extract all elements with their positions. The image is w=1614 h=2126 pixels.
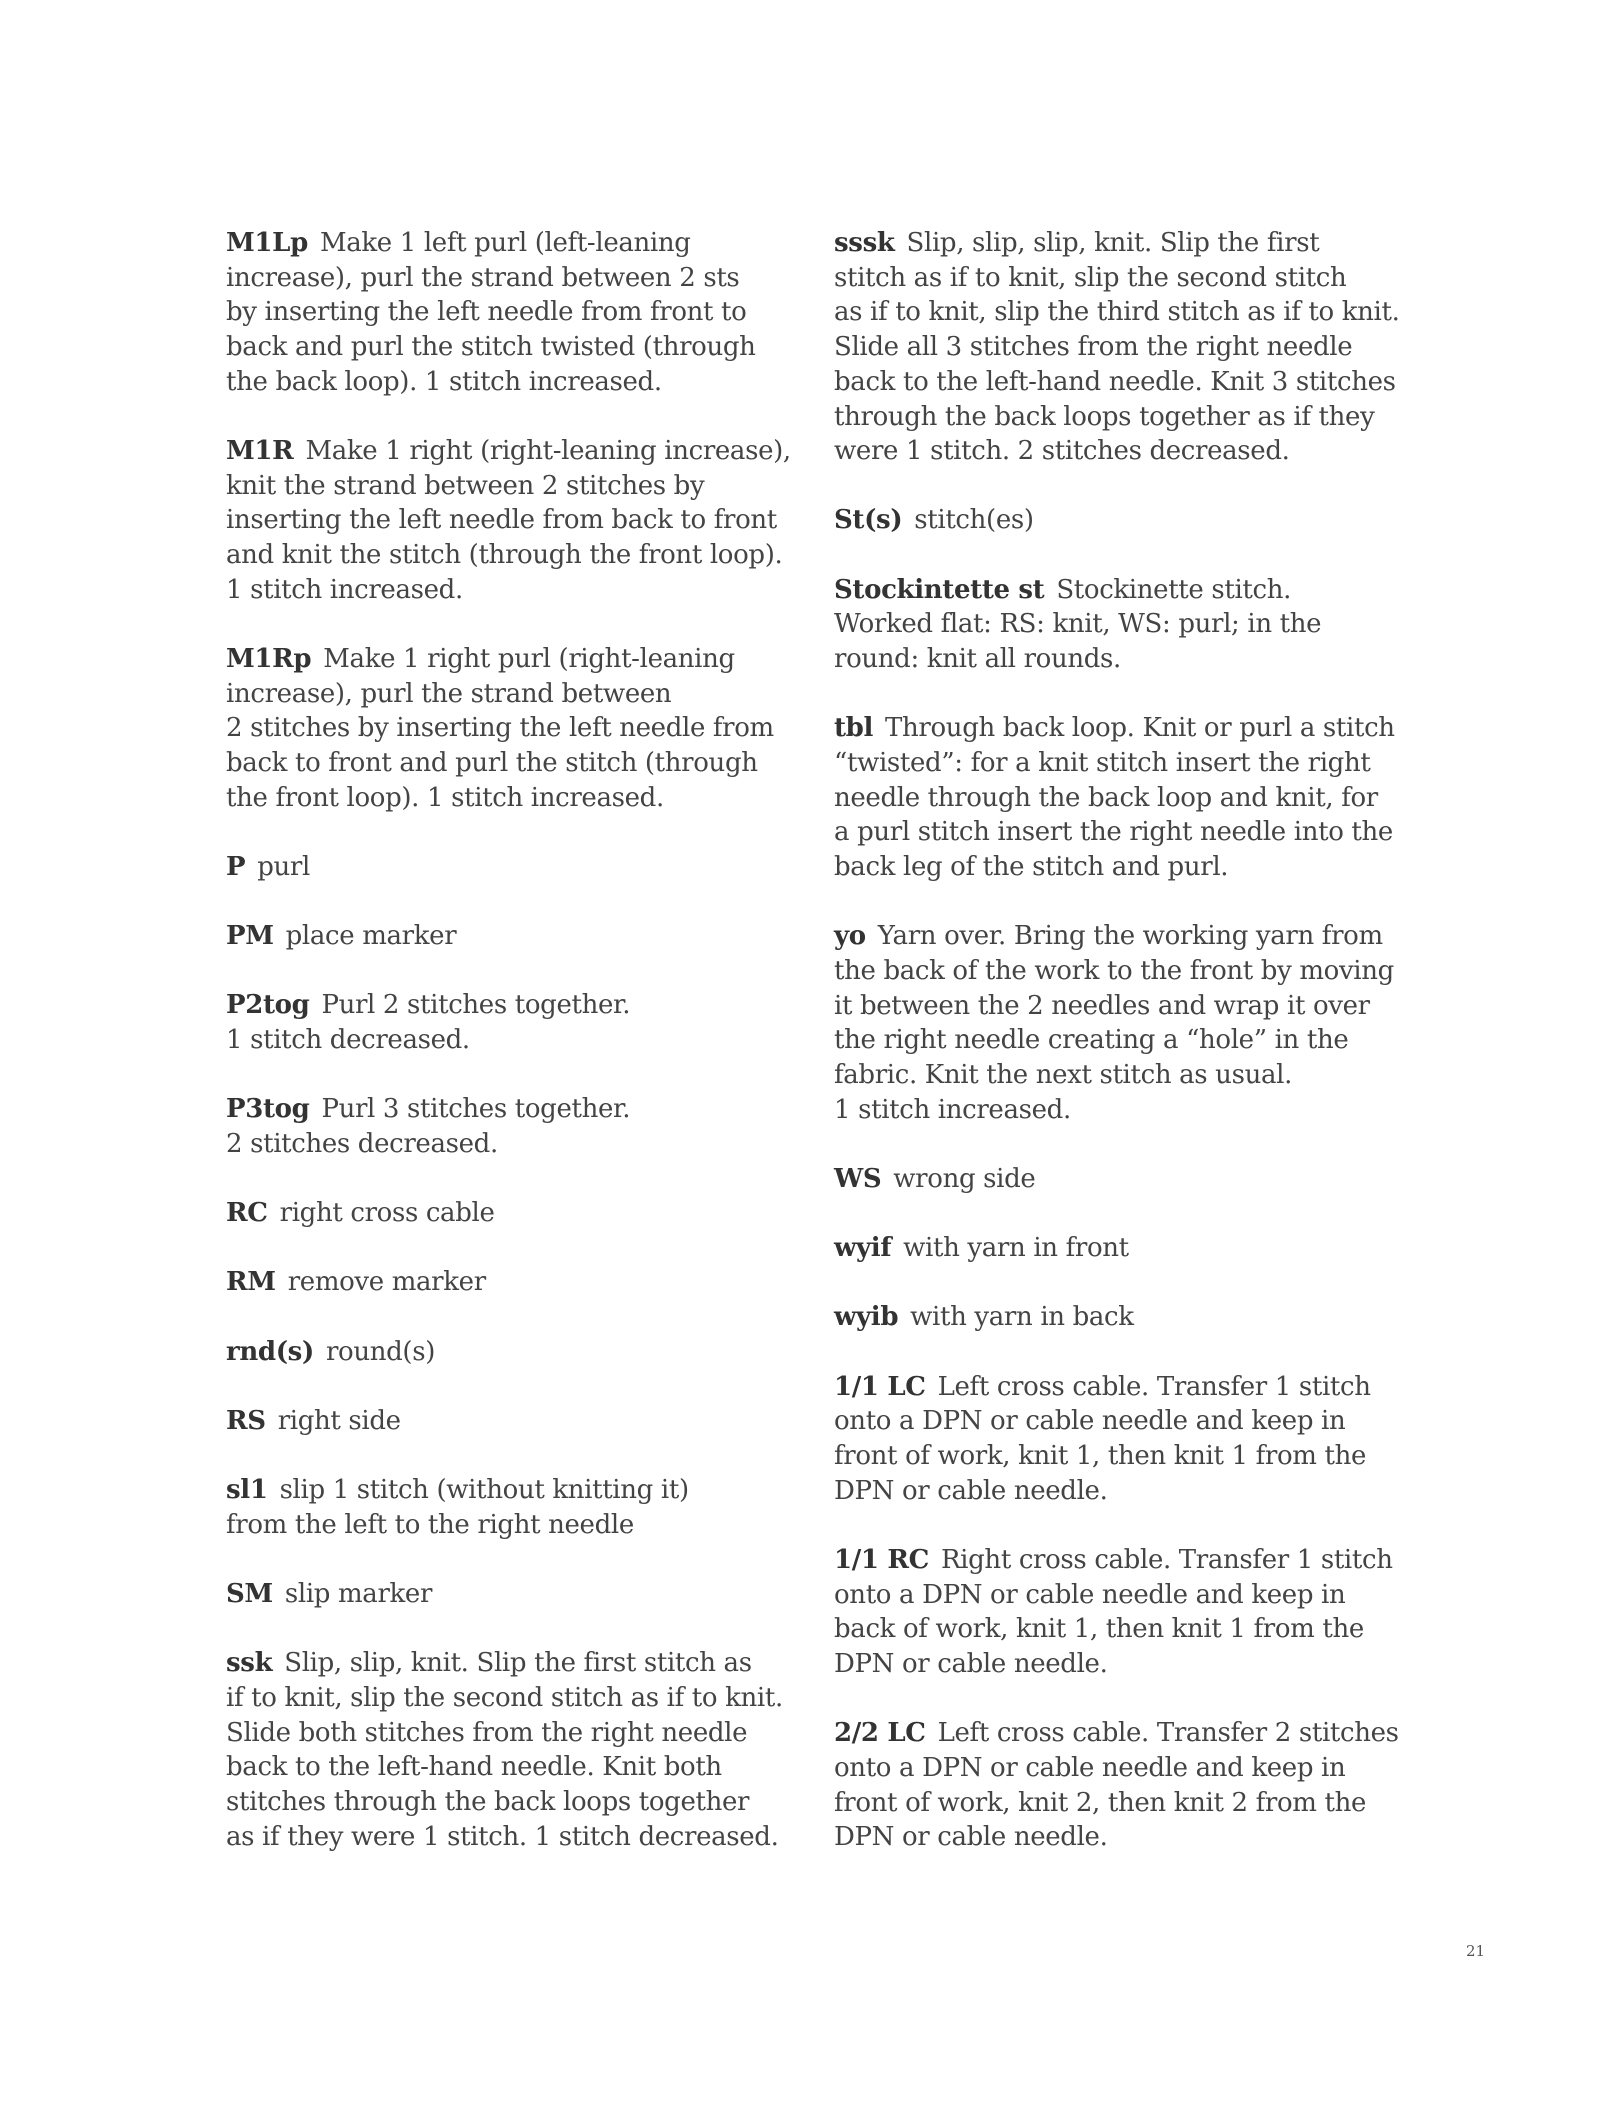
- entry-line: [226, 538, 786, 573]
- entry-line: [226, 573, 786, 608]
- glossary-term: wyif: [834, 1233, 892, 1264]
- entry-line: [834, 1231, 1394, 1266]
- definition-text: 2 stitches decreased.: [226, 1129, 498, 1160]
- entry-line: [226, 1716, 786, 1751]
- glossary-entry: [226, 1335, 786, 1370]
- entry-line: [834, 330, 1394, 365]
- definition-text: slip marker: [284, 1578, 433, 1609]
- glossary-term: St(s): [834, 505, 903, 536]
- glossary-term: 1/1 RC: [834, 1544, 929, 1575]
- glossary-entry: [226, 919, 786, 954]
- definition-text: DPN or cable needle.: [834, 1475, 1108, 1506]
- entry-line: [834, 1023, 1394, 1058]
- glossary-term: WS: [834, 1163, 882, 1194]
- definition-text: front of work, knit 1, then knit 1 from the: [834, 1440, 1367, 1471]
- glossary-entry: [834, 1300, 1394, 1335]
- definition-text: Slide all 3 stitches from the right needle: [834, 332, 1353, 363]
- glossary-term: RM: [226, 1267, 276, 1298]
- definition-text: as if they were 1 stitch. 1 stitch decreased.: [226, 1821, 779, 1852]
- definition-text: with yarn in front: [903, 1233, 1129, 1264]
- entry-line: [226, 226, 786, 261]
- glossary-entry: [834, 226, 1400, 469]
- entry-line: [834, 365, 1394, 400]
- definition-text: as if to knit, slip the third stitch as if to knit.: [834, 297, 1400, 328]
- entry-line: [834, 1578, 1394, 1613]
- entry-line: [226, 503, 786, 538]
- definition-text: Slip, slip, slip, knit. Slip the first: [906, 228, 1320, 258]
- glossary-entry: [226, 988, 786, 1057]
- entry-line: [834, 1300, 1394, 1335]
- definition-text: back to the left-hand needle. Knit 3 stitches: [834, 366, 1396, 397]
- definition-text: Left cross cable. Transfer 2 stitches: [937, 1718, 1399, 1749]
- entry-line: [226, 711, 786, 746]
- entry-line: [834, 573, 1394, 608]
- entry-line: [226, 1681, 786, 1716]
- glossary-entry: [226, 1404, 786, 1439]
- glossary-term: 2/2 LC: [834, 1718, 926, 1749]
- definition-text: Purl 2 stitches together.: [321, 990, 631, 1021]
- glossary-term: RS: [226, 1405, 266, 1436]
- entry-line: [834, 295, 1400, 330]
- definition-text: back and purl the stitch twisted (through: [226, 332, 756, 363]
- definition-text: Yarn over. Bring the working yarn from: [877, 921, 1383, 952]
- glossary-term: ssk: [226, 1648, 273, 1679]
- entry-line: [834, 1751, 1394, 1786]
- definition-text: remove marker: [287, 1267, 486, 1298]
- definition-text: “twisted”: for a knit stitch insert the right: [834, 747, 1371, 778]
- entry-line: [226, 1335, 786, 1370]
- glossary-entry: [226, 642, 786, 816]
- definition-text: if to knit, slip the second stitch as if to knit.: [226, 1682, 783, 1713]
- entry-line: [834, 989, 1394, 1024]
- entry-line: [226, 469, 786, 504]
- entry-line: [226, 295, 786, 330]
- entry-line: [226, 1127, 786, 1162]
- entry-line: [834, 1370, 1394, 1405]
- entry-line: [226, 1092, 786, 1127]
- entry-line: [226, 1508, 786, 1543]
- glossary-term: RC: [226, 1198, 268, 1229]
- entry-line: [226, 1404, 786, 1439]
- definition-text: 1 stitch increased.: [834, 1094, 1071, 1125]
- definition-text: were 1 stitch. 2 stitches decreased.: [834, 436, 1290, 467]
- definition-text: wrong side: [893, 1163, 1036, 1194]
- entry-line: [834, 1439, 1394, 1474]
- glossary-term: tbl: [834, 713, 874, 744]
- definition-text: increase), purl the strand between: [226, 678, 672, 709]
- entry-line: [834, 1474, 1394, 1509]
- definition-text: back to front and purl the stitch (through: [226, 748, 758, 779]
- entry-line: [834, 261, 1394, 296]
- definition-text: back of work, knit 1, then knit 1 from the: [834, 1614, 1364, 1645]
- entry-line: [834, 1716, 1399, 1751]
- definition-text: Make 1 left purl (left-leaning: [319, 228, 691, 258]
- entry-line: [834, 1543, 1394, 1578]
- glossary-entry: [834, 503, 1394, 538]
- definition-text: back leg of the stitch and purl.: [834, 852, 1229, 883]
- entry-line: [226, 330, 786, 365]
- glossary-term: SM: [226, 1578, 273, 1609]
- glossary-entry: [834, 1716, 1399, 1855]
- definition-text: stitch as if to knit, slip the second stitch: [834, 262, 1347, 293]
- entry-line: [834, 815, 1394, 850]
- definition-text: 1 stitch decreased.: [226, 1025, 470, 1056]
- glossary-term: sssk: [834, 228, 895, 258]
- glossary-term: rnd(s): [226, 1336, 314, 1367]
- entry-line: [834, 1058, 1394, 1093]
- definition-text: the back of the work to the front by moving: [834, 955, 1394, 986]
- entry-line: [226, 1646, 786, 1681]
- definition-text: with yarn in back: [910, 1302, 1134, 1333]
- definition-text: Stockinette stitch.: [1056, 574, 1292, 605]
- entry-line: [834, 746, 1394, 781]
- definition-text: Through back loop. Knit or purl a stitch: [885, 713, 1395, 744]
- definition-text: onto a DPN or cable needle and keep in: [834, 1579, 1346, 1610]
- glossary-entry: [834, 1543, 1394, 1682]
- entry-line: [226, 1473, 786, 1508]
- entry-line: [834, 850, 1394, 885]
- definition-text: right side: [277, 1405, 401, 1436]
- definition-text: the front loop). 1 stitch increased.: [226, 782, 664, 813]
- glossary-term: wyib: [834, 1302, 899, 1333]
- glossary-term: M1Lp: [226, 228, 308, 258]
- glossary-entry: [226, 1646, 786, 1854]
- entry-line: [226, 677, 786, 712]
- entry-line: [834, 1786, 1394, 1821]
- entry-line: [834, 954, 1394, 989]
- glossary-entry: [226, 850, 786, 885]
- entry-line: [834, 1162, 1394, 1197]
- definition-text: Slip, slip, knit. Slip the first stitch as: [284, 1648, 752, 1679]
- definition-text: inserting the left needle from back to front: [226, 505, 777, 536]
- definition-text: the right needle creating a “hole” in the: [834, 1025, 1349, 1056]
- definition-text: 2 stitches by inserting the left needle from: [226, 713, 774, 744]
- glossary-entry: [834, 711, 1394, 885]
- definition-text: and knit the stitch (through the front loop).: [226, 540, 783, 571]
- entry-line: [226, 261, 786, 296]
- entry-line: [834, 642, 1394, 677]
- entry-line: [226, 988, 786, 1023]
- entry-line: [226, 1577, 786, 1612]
- glossary-entry: [834, 919, 1394, 1127]
- definition-text: Make 1 right (right-leaning increase),: [305, 436, 791, 467]
- entry-line: [834, 711, 1394, 746]
- entry-line: [834, 503, 1394, 538]
- definition-text: Slide both stitches from the right needle: [226, 1717, 748, 1748]
- entry-line: [834, 400, 1394, 435]
- definition-text: round: knit all rounds.: [834, 644, 1121, 675]
- entry-line: [834, 1820, 1394, 1855]
- glossary-term: sl1: [226, 1475, 268, 1506]
- definition-text: slip 1 stitch (without knitting it): [279, 1475, 689, 1506]
- definition-text: DPN or cable needle.: [834, 1822, 1108, 1853]
- definition-text: purl: [257, 852, 310, 883]
- glossary-entry: [226, 1473, 786, 1542]
- glossary-term: M1Rp: [226, 644, 312, 675]
- entry-line: [226, 919, 786, 954]
- entry-line: [226, 1785, 786, 1820]
- definition-text: right cross cable: [279, 1198, 495, 1229]
- page-number: 21: [1466, 1942, 1486, 1960]
- glossary-entry: [226, 1092, 786, 1161]
- entry-line: [834, 1647, 1394, 1682]
- definition-text: stitches through the back loops together: [226, 1787, 750, 1817]
- entry-line: [226, 1196, 786, 1231]
- glossary-term: yo: [834, 921, 866, 952]
- entry-line: [226, 850, 786, 885]
- glossary-entry: [834, 1162, 1394, 1197]
- definition-text: Right cross cable. Transfer 1 stitch: [940, 1544, 1393, 1575]
- definition-text: back to the left-hand needle. Knit both: [226, 1752, 722, 1783]
- definition-text: from the left to the right needle: [226, 1509, 634, 1540]
- entry-line: [226, 642, 786, 677]
- glossary-term: P2tog: [226, 990, 310, 1021]
- entry-line: [226, 365, 786, 400]
- entry-line: [834, 226, 1394, 261]
- glossary-entry: [834, 1370, 1394, 1509]
- definition-text: 1 stitch increased.: [226, 574, 463, 605]
- definition-text: Purl 3 stitches together.: [321, 1094, 631, 1125]
- definition-text: through the back loops together as if they: [834, 401, 1375, 432]
- glossary-left-column: [226, 226, 791, 1889]
- glossary-entry: [226, 226, 786, 400]
- definition-text: place marker: [285, 921, 457, 952]
- entry-line: [834, 1612, 1394, 1647]
- glossary-entry: [834, 1231, 1394, 1266]
- glossary-term: 1/1 LC: [834, 1371, 926, 1402]
- definition-text: increase), purl the strand between 2 sts: [226, 262, 740, 293]
- definition-text: round(s): [325, 1336, 435, 1367]
- definition-text: knit the strand between 2 stitches by: [226, 470, 705, 501]
- entry-line: [226, 1023, 786, 1058]
- glossary-right-column: [834, 226, 1400, 1890]
- definition-text: the back loop). 1 stitch increased.: [226, 366, 662, 397]
- entry-line: [834, 607, 1394, 642]
- definition-text: needle through the back loop and knit, for: [834, 782, 1378, 813]
- entry-line: [226, 1750, 786, 1785]
- definition-text: Make 1 right purl (right-leaning: [323, 644, 735, 675]
- definition-text: Worked flat: RS: knit, WS: purl; in the: [834, 609, 1322, 640]
- entry-line: [226, 781, 786, 816]
- definition-text: onto a DPN or cable needle and keep in: [834, 1752, 1346, 1783]
- glossary-entry: [226, 1196, 786, 1231]
- glossary-entry: [834, 573, 1394, 677]
- glossary-term: P3tog: [226, 1094, 310, 1125]
- glossary-entry: [226, 434, 791, 608]
- definition-text: Left cross cable. Transfer 1 stitch: [937, 1371, 1371, 1402]
- glossary-term: P: [226, 852, 246, 883]
- definition-text: onto a DPN or cable needle and keep in: [834, 1406, 1346, 1437]
- entry-line: [834, 781, 1394, 816]
- definition-text: stitch(es): [914, 505, 1034, 536]
- definition-text: fabric. Knit the next stitch as usual.: [834, 1060, 1293, 1091]
- entry-line: [226, 746, 786, 781]
- entry-line: [834, 1404, 1394, 1439]
- entry-line: [226, 1820, 786, 1855]
- entry-line: [226, 1265, 786, 1300]
- entry-line: [226, 434, 791, 469]
- definition-text: a purl stitch insert the right needle into the: [834, 817, 1393, 848]
- definition-text: by inserting the left needle from front to: [226, 297, 747, 328]
- entry-line: [834, 1093, 1394, 1128]
- definition-text: it between the 2 needles and wrap it over: [834, 990, 1370, 1021]
- glossary-entry: [226, 1577, 786, 1612]
- glossary-entry: [226, 1265, 786, 1300]
- definition-text: front of work, knit 2, then knit 2 from the: [834, 1787, 1367, 1818]
- glossary-term: Stockintette st: [834, 574, 1045, 605]
- glossary-term: PM: [226, 921, 274, 952]
- glossary-term: M1R: [226, 436, 294, 467]
- entry-line: [834, 434, 1394, 469]
- definition-text: DPN or cable needle.: [834, 1649, 1108, 1679]
- entry-line: [834, 919, 1394, 954]
